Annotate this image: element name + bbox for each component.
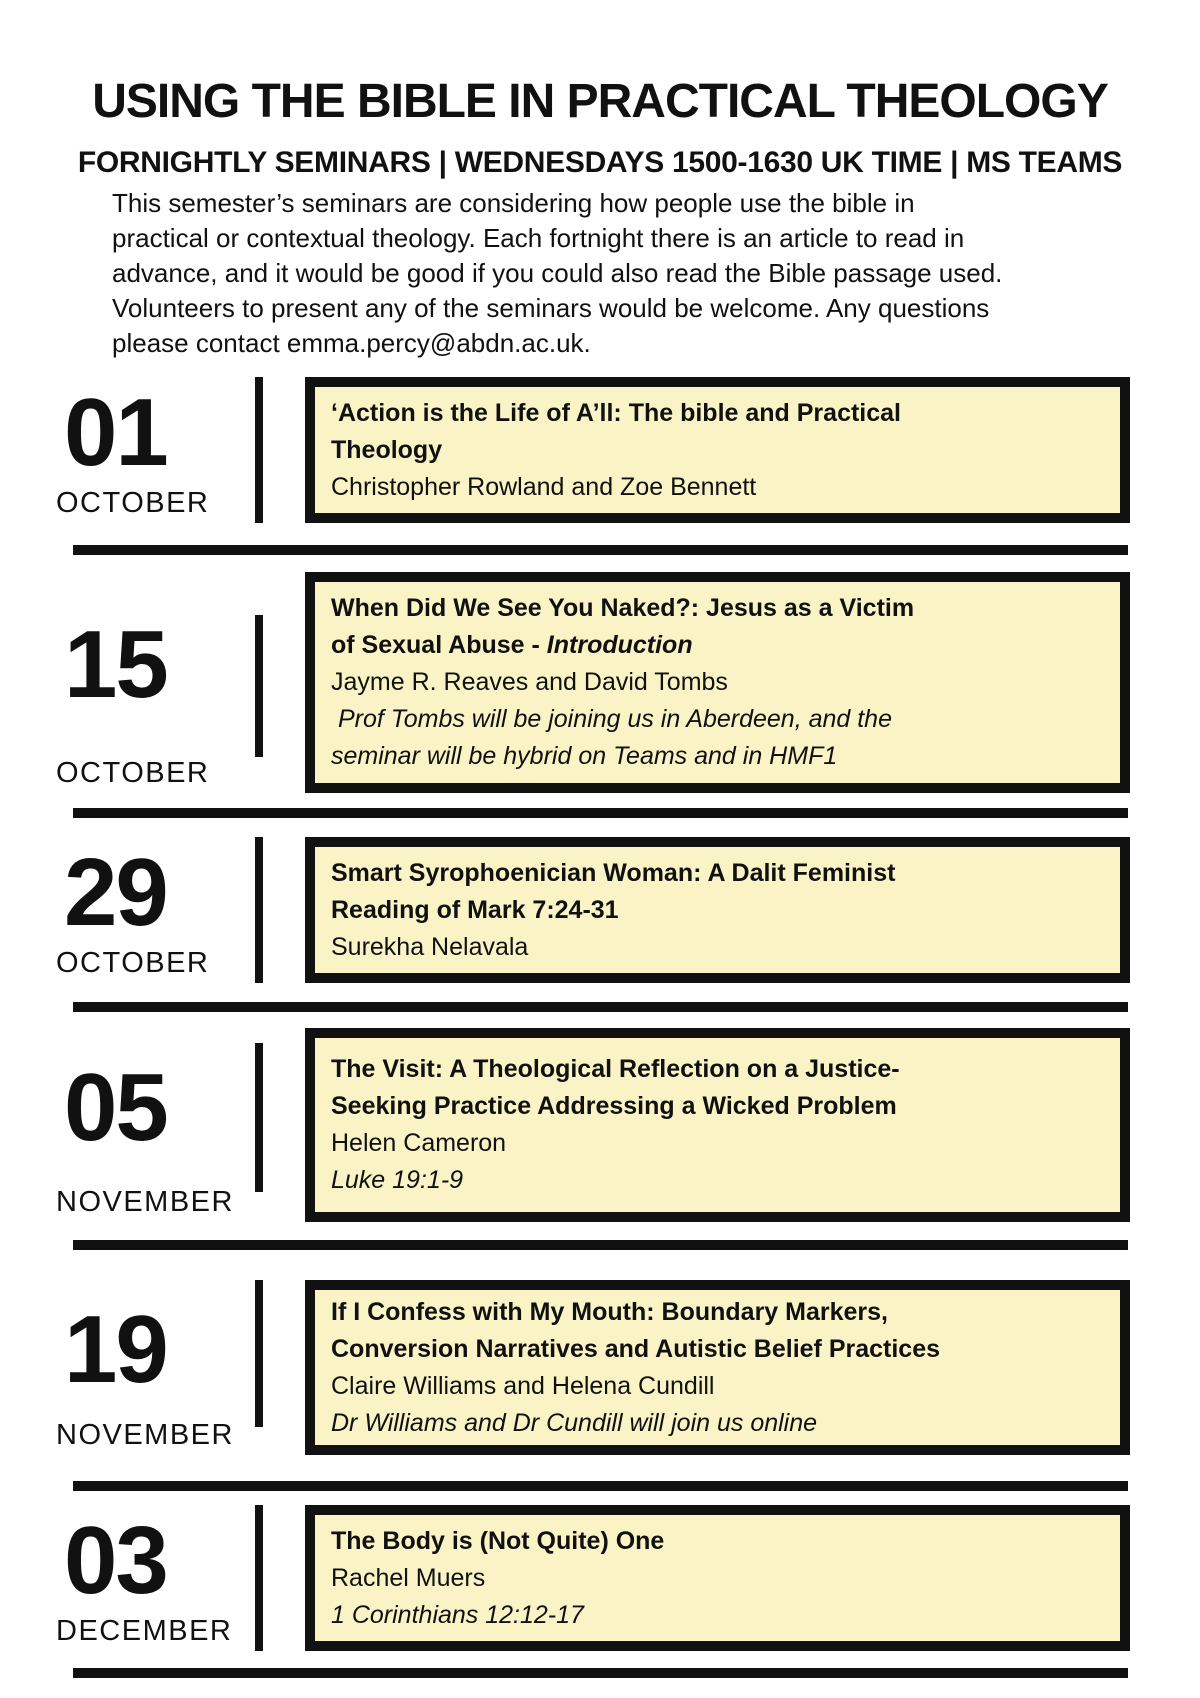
intro-line-contact: please contact emma.percy@abdn.ac.uk. xyxy=(112,328,591,358)
seminar-note xyxy=(331,701,1104,738)
line-text: When Did We See You Naked?: Jesus as a Victim xyxy=(331,594,915,622)
seminar-note xyxy=(331,1597,1104,1634)
date-month: NOVEMBER xyxy=(56,1419,234,1451)
line-text: The Visit: A Theological Reflection on a Justice- xyxy=(331,1055,900,1083)
seminar-row xyxy=(0,572,1200,793)
line-text: Helen Cameron xyxy=(331,1129,507,1157)
line-text: Claire Williams and Helena Cundill xyxy=(331,1371,715,1400)
intro-line: advance, and it would be good if you could also read the Bible passage used. xyxy=(112,258,1003,288)
intro-line: Volunteers to present any of the seminars would be welcome. Any questions xyxy=(112,293,990,323)
seminar-title-line xyxy=(331,1523,1104,1560)
section-divider xyxy=(73,545,1128,555)
date-block xyxy=(56,377,254,523)
event-card xyxy=(305,377,1130,523)
seminar-row xyxy=(0,377,1200,523)
seminar-note xyxy=(331,738,1104,775)
line-text: ‘Action is the Life of A’ll: The bible and Practical xyxy=(331,398,901,427)
date-month: OCTOBER xyxy=(56,947,210,979)
line-text: Theology xyxy=(331,435,443,464)
event-card xyxy=(305,1505,1130,1651)
date-block xyxy=(56,1505,254,1651)
intro-paragraph xyxy=(112,186,1122,361)
line-text: Luke 19:1-9 xyxy=(331,1166,464,1194)
presenter-name xyxy=(331,1125,1104,1162)
line-text: of Sexual Abuse - xyxy=(331,631,547,659)
seminar-note xyxy=(331,1162,1104,1199)
date-number: 03 xyxy=(64,1506,167,1614)
section-divider xyxy=(73,808,1128,818)
line-text: The Body is (Not Quite) One xyxy=(331,1526,665,1555)
date-divider-bar xyxy=(255,1505,263,1651)
intro-line: practical or contextual theology. Each fortnight there is an article to read in xyxy=(112,223,965,253)
event-card xyxy=(305,1280,1130,1455)
date-divider-bar xyxy=(255,377,263,523)
seminar-title-line xyxy=(331,1294,1104,1331)
line-text: Christopher Rowland and Zoe Bennett xyxy=(331,472,757,501)
date-month: DECEMBER xyxy=(56,1615,233,1647)
date-block xyxy=(56,572,254,793)
page-subtitle: FORNIGHTLY SEMINARS | WEDNESDAYS 1500-1630 UK TIME | MS TEAMS xyxy=(77,146,1123,179)
line-text: Surekha Nelavala xyxy=(331,932,529,961)
seminar-title-line xyxy=(331,855,1104,892)
section-divider xyxy=(73,1668,1128,1678)
emphasized-title-part: Introduction xyxy=(546,631,693,659)
seminar-title-line xyxy=(331,892,1104,929)
date-block xyxy=(56,1280,254,1455)
presenter-name xyxy=(331,469,1104,506)
seminar-title-line xyxy=(331,627,1104,664)
date-month: NOVEMBER xyxy=(56,1186,234,1218)
seminar-title-line xyxy=(331,395,1104,432)
date-block xyxy=(56,837,254,983)
date-number: 01 xyxy=(64,378,167,486)
page-title: USING THE BIBLE IN PRACTICAL THEOLOGY xyxy=(92,75,1108,128)
section-divider xyxy=(73,1481,1128,1491)
date-number: 29 xyxy=(64,838,167,946)
seminar-row xyxy=(0,1028,1200,1222)
presenter-name xyxy=(331,1560,1104,1597)
line-text: Conversion Narratives and Autistic Belief Practices xyxy=(331,1334,941,1363)
presenter-name xyxy=(331,664,1104,701)
date-number: 19 xyxy=(64,1296,167,1404)
event-card xyxy=(305,837,1130,983)
date-number: 15 xyxy=(64,611,167,719)
date-divider-bar xyxy=(255,1043,263,1192)
seminar-row xyxy=(0,1280,1200,1455)
line-text: seminar will be hybrid on Teams and in HMF1 xyxy=(331,742,838,770)
date-number: 05 xyxy=(64,1053,167,1161)
line-text: Jayme R. Reaves and David Tombs xyxy=(331,668,728,696)
line-text: Rachel Muers xyxy=(331,1563,486,1592)
intro-line: This semester’s seminars are considering how people use the bible in xyxy=(112,188,915,218)
event-card xyxy=(305,1028,1130,1222)
section-divider xyxy=(73,1240,1128,1250)
date-divider-bar xyxy=(255,837,263,983)
line-text: Seeking Practice Addressing a Wicked Problem xyxy=(331,1092,897,1120)
date-divider-bar xyxy=(255,615,263,757)
seminar-title-line xyxy=(331,1331,1104,1368)
presenter-name xyxy=(331,929,1104,966)
seminar-title-line xyxy=(331,590,1104,627)
seminar-title-line xyxy=(331,1051,1104,1088)
seminar-row xyxy=(0,1505,1200,1651)
line-text: Reading of Mark 7:24-31 xyxy=(331,895,619,924)
date-block xyxy=(56,1028,254,1222)
seminar-title-line xyxy=(331,1088,1104,1125)
line-text: Dr Williams and Dr Cundill will join us online xyxy=(331,1408,818,1437)
section-divider xyxy=(73,1002,1128,1012)
date-month: OCTOBER xyxy=(56,757,210,789)
line-text: Prof Tombs will be joining us in Aberdeen, and the xyxy=(331,705,892,733)
seminar-row xyxy=(0,837,1200,983)
event-card xyxy=(305,572,1130,793)
line-text: 1 Corinthians 12:12-17 xyxy=(331,1600,584,1629)
date-divider-bar xyxy=(255,1280,263,1427)
line-text: If I Confess with My Mouth: Boundary Markers, xyxy=(331,1297,888,1326)
seminar-note xyxy=(331,1405,1104,1442)
line-text: Smart Syrophoenician Woman: A Dalit Feminist xyxy=(331,858,896,887)
seminar-title-line xyxy=(331,432,1104,469)
date-month: OCTOBER xyxy=(56,487,210,519)
presenter-name xyxy=(331,1368,1104,1405)
